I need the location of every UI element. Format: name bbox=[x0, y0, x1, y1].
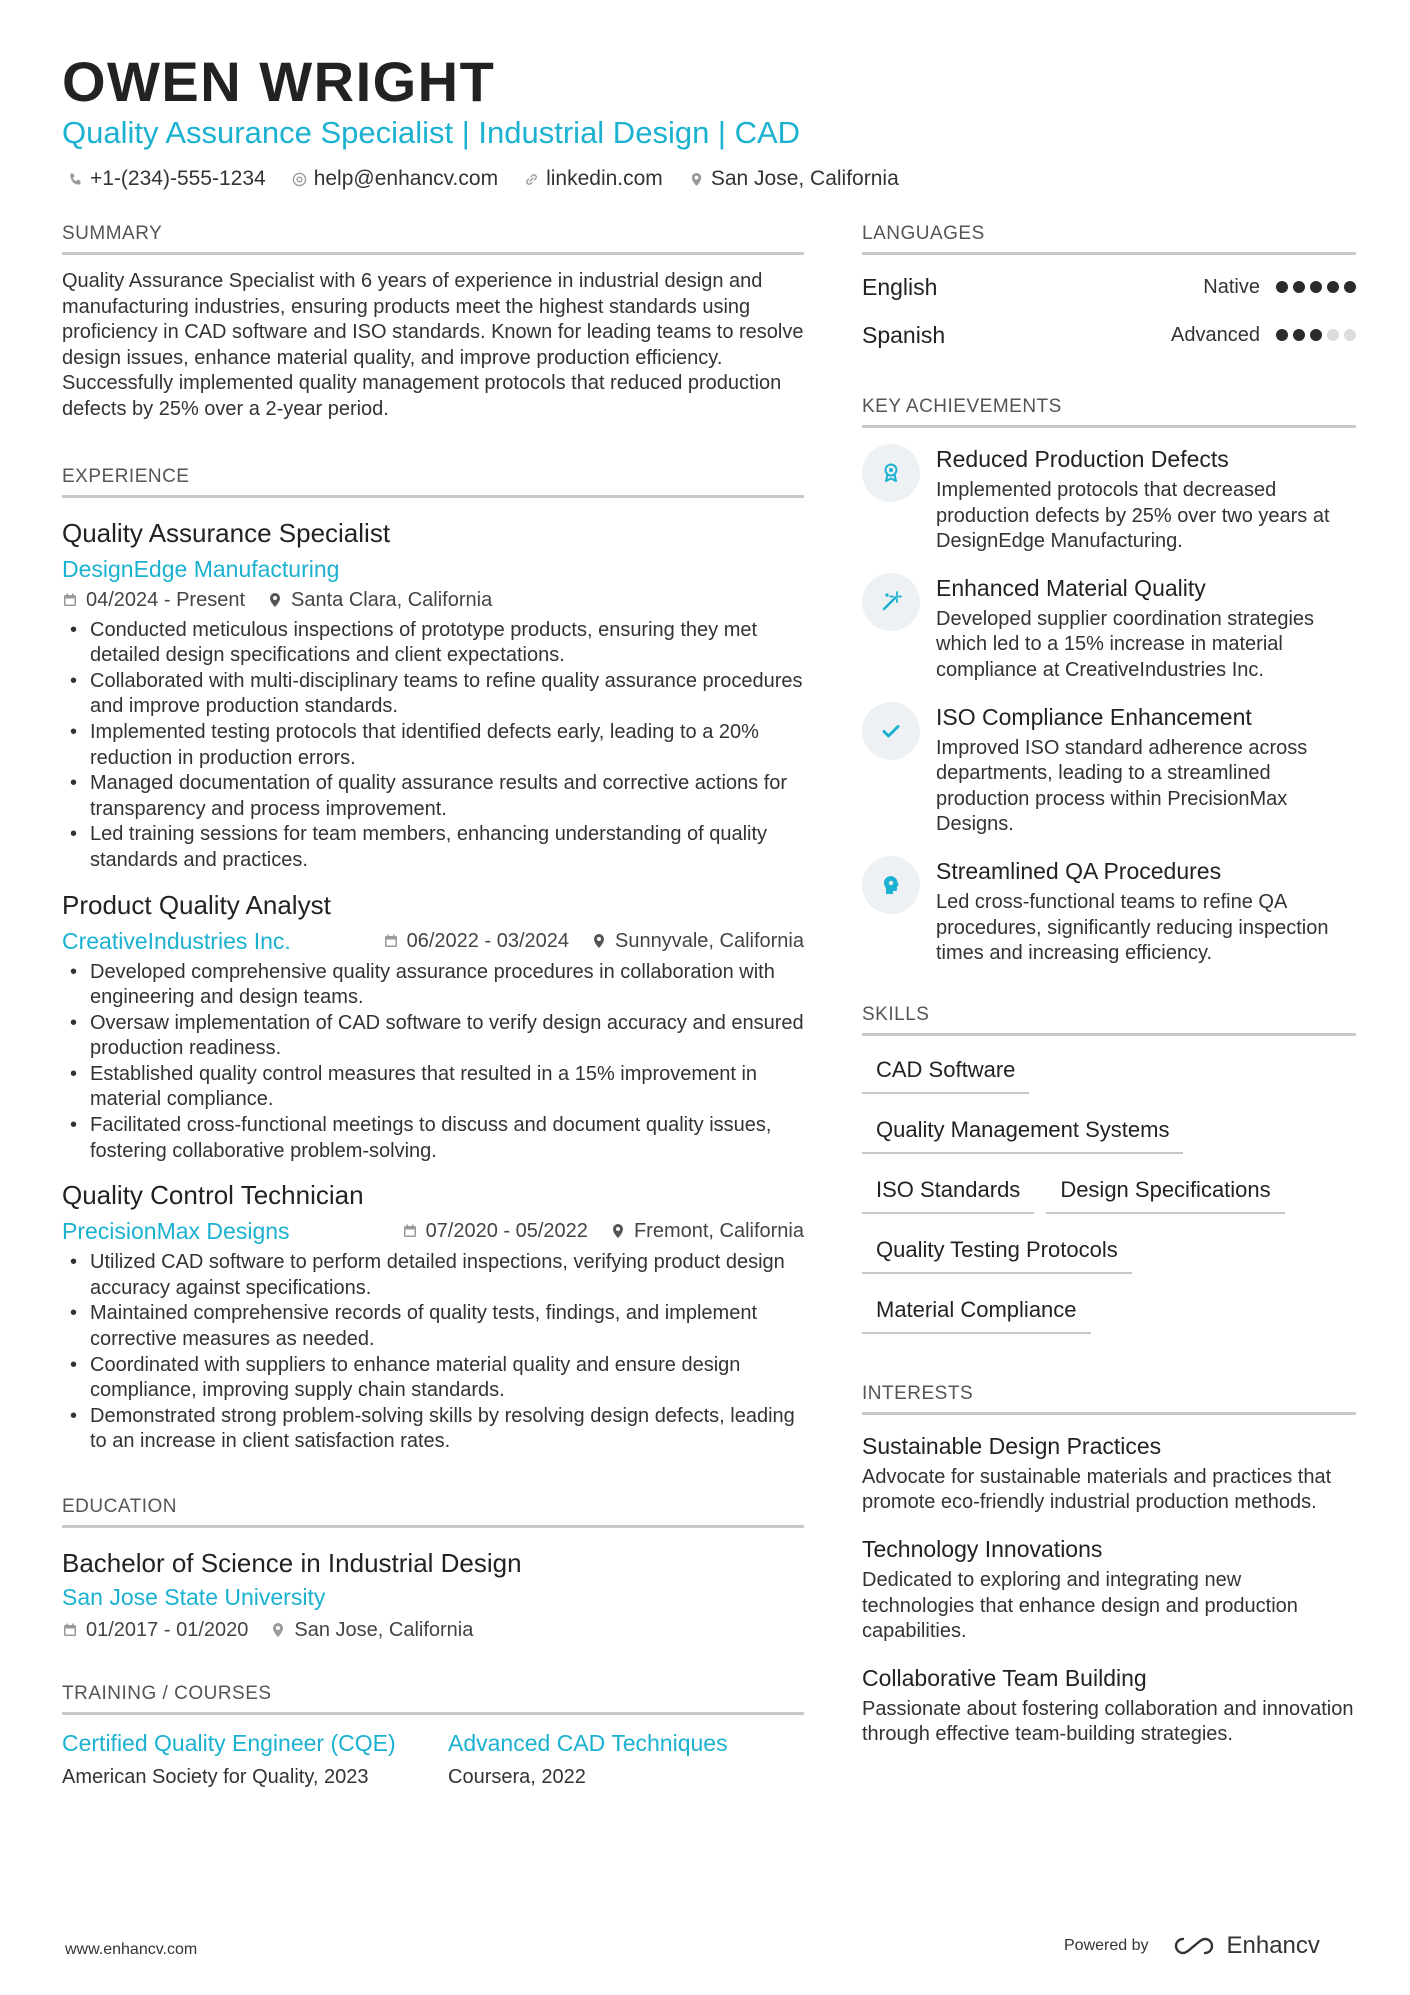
location-pin-icon bbox=[270, 1622, 286, 1638]
interest-desc: Advocate for sustainable materials and practices that promote eco-friendly industrial production methods. bbox=[862, 1465, 1332, 1514]
language-proficiency bbox=[1171, 324, 1356, 347]
contact-email[interactable] bbox=[292, 165, 498, 193]
job-title: Quality Control Technician bbox=[62, 1180, 364, 1211]
job-dates-text: 06/2022 - 03/2024 bbox=[406, 929, 569, 952]
job-company-row bbox=[62, 1216, 804, 1246]
language-rating bbox=[1276, 329, 1356, 341]
achievement-body bbox=[936, 573, 1356, 684]
interest-title: Technology Innovations bbox=[862, 1535, 1103, 1562]
job-meta bbox=[402, 1217, 804, 1245]
achievement-item bbox=[862, 702, 1356, 838]
rating-dot-filled bbox=[1310, 281, 1322, 293]
phone-icon bbox=[68, 172, 83, 187]
job-bullet: • Led training sessions for team members, enhancing understanding of quality standards and practices. bbox=[62, 822, 804, 873]
course-item bbox=[448, 1729, 804, 1791]
course-org: American Society for Quality, 2023 bbox=[62, 1766, 369, 1788]
job-dates bbox=[383, 927, 569, 955]
education-location-text: San Jose, California bbox=[294, 1619, 474, 1641]
location-pin-icon bbox=[689, 172, 704, 187]
education-dates-text: 01/2017 - 01/2020 bbox=[86, 1619, 249, 1641]
job-bullets bbox=[62, 618, 804, 874]
rating-dot-filled bbox=[1293, 329, 1305, 341]
education-degree: Bachelor of Science in Industrial Design bbox=[62, 1548, 522, 1578]
job-bullet: • Developed comprehensive quality assurance procedures in collaboration with engineering and design teams. bbox=[62, 960, 804, 1011]
rating-dot-filled bbox=[1276, 329, 1288, 341]
education-meta bbox=[62, 1616, 804, 1644]
job-bullet: • Implemented testing protocols that identified defects early, leading to a 20% reduction in production errors. bbox=[62, 720, 804, 771]
job-company: CreativeIndustries Inc. bbox=[62, 927, 291, 954]
summary-heading: SUMMARY bbox=[62, 222, 804, 255]
job-company: PrecisionMax Designs bbox=[62, 1218, 290, 1245]
achievement-desc: Implemented protocols that decreased production defects by 25% over two years at DesignEdge Manufacturing. bbox=[936, 479, 1330, 553]
infinity-logo-icon bbox=[1171, 1935, 1217, 1957]
job-bullet: • Coordinated with suppliers to enhance material quality and ensure design compliance, improving supply chain standards. bbox=[62, 1353, 804, 1404]
location-pin-icon bbox=[267, 592, 283, 608]
language-row bbox=[862, 311, 1356, 359]
powered-by-label: Powered by bbox=[1064, 1937, 1149, 1954]
contact-linkedin[interactable] bbox=[524, 165, 663, 193]
language-name: English bbox=[862, 273, 938, 300]
brand-name: Enhancv bbox=[1226, 1932, 1320, 1959]
language-name: Spanish bbox=[862, 321, 946, 348]
interest-desc: Dedicated to exploring and integrating new technologies that enhance design and production capabilities. bbox=[862, 1568, 1298, 1643]
skills-list bbox=[862, 1048, 1356, 1348]
rating-dot-empty bbox=[1344, 329, 1356, 341]
interest-item bbox=[862, 1431, 1356, 1516]
job-bullet: • Oversaw implementation of CAD software to verify design accuracy and ensured production readiness. bbox=[62, 1011, 804, 1062]
job-dates bbox=[62, 586, 245, 614]
calendar-icon bbox=[383, 933, 399, 949]
achievement-title: Streamlined QA Procedures bbox=[936, 857, 1222, 884]
achievement-desc: Developed supplier coordination strategies which led to a 15% increase in material compliance at CreativeIndustries Inc. bbox=[936, 607, 1315, 681]
achievement-body bbox=[936, 702, 1356, 838]
education-school: San Jose State University bbox=[62, 1584, 326, 1610]
job-bullet: • Demonstrated strong problem-solving skills by resolving design defects, leading to an increase in client satisfaction rates. bbox=[62, 1404, 804, 1455]
footer-branding bbox=[1064, 1932, 1320, 1960]
course-name: Certified Quality Engineer (CQE) bbox=[62, 1730, 396, 1756]
at-icon bbox=[292, 172, 307, 187]
job-entry bbox=[62, 516, 804, 874]
skills-heading: SKILLS bbox=[862, 1003, 1356, 1036]
job-location bbox=[267, 586, 492, 614]
calendar-icon bbox=[62, 1622, 78, 1638]
location-pin-icon bbox=[610, 1223, 626, 1239]
skill-tag: Material Compliance bbox=[862, 1288, 1091, 1334]
job-title: Quality Assurance Specialist bbox=[62, 517, 391, 548]
education-dates bbox=[62, 1616, 248, 1644]
course-item bbox=[62, 1729, 418, 1791]
wand-icon bbox=[862, 573, 920, 631]
language-row bbox=[862, 263, 1356, 311]
phone-text: +1-(234)-555-1234 bbox=[90, 167, 266, 190]
training-list bbox=[62, 1729, 804, 1791]
job-bullet: • Collaborated with multi-disciplinary teams to refine quality assurance procedures and improve production standards. bbox=[62, 669, 804, 720]
education-heading: EDUCATION bbox=[62, 1495, 804, 1528]
course-name: Advanced CAD Techniques bbox=[448, 1730, 728, 1756]
contact-bar bbox=[68, 165, 899, 193]
job-bullet: • Established quality control measures that resulted in a 15% improvement in material compliance. bbox=[62, 1062, 804, 1113]
rating-dot-filled bbox=[1310, 329, 1322, 341]
job-bullets bbox=[62, 1250, 804, 1455]
contact-phone[interactable] bbox=[68, 165, 266, 193]
achievement-item bbox=[862, 444, 1356, 555]
job-location-text: Sunnyvale, California bbox=[615, 929, 804, 952]
job-dates-text: 04/2024 - Present bbox=[86, 588, 245, 611]
link-icon bbox=[524, 172, 539, 187]
achievement-desc: Improved ISO standard adherence across departments, leading to a streamlined production process within PrecisionMax Designs. bbox=[936, 736, 1308, 836]
job-bullet: • Utilized CAD software to perform detailed inspections, verifying product design accuracy against specifications. bbox=[62, 1250, 804, 1301]
job-bullet: • Conducted meticulous inspections of prototype products, ensuring they met detailed design specifications and client expectations. bbox=[62, 618, 804, 669]
job-location-text: Fremont, California bbox=[633, 1220, 804, 1243]
job-company: DesignEdge Manufacturing bbox=[62, 555, 340, 582]
rating-dot-filled bbox=[1293, 281, 1305, 293]
skill-tag: CAD Software bbox=[862, 1048, 1029, 1094]
achievements-heading: KEY ACHIEVEMENTS bbox=[862, 395, 1356, 428]
job-entry bbox=[62, 1178, 804, 1455]
candidate-name: OWEN WRIGHT bbox=[62, 50, 496, 113]
location-pin-icon bbox=[591, 933, 607, 949]
experience-heading: EXPERIENCE bbox=[62, 465, 804, 498]
achievement-desc: Led cross-functional teams to refine QA procedures, significantly reducing inspection times and increasing efficiency. bbox=[936, 890, 1329, 965]
contact-location bbox=[689, 165, 899, 193]
check-icon bbox=[862, 702, 920, 760]
language-level: Advanced bbox=[1171, 323, 1260, 346]
job-dates bbox=[402, 1217, 588, 1245]
email-text: help@enhancv.com bbox=[313, 167, 499, 190]
achievement-item bbox=[862, 856, 1356, 967]
interest-title: Collaborative Team Building bbox=[862, 1664, 1147, 1691]
interest-item bbox=[862, 1534, 1356, 1645]
rating-dot-filled bbox=[1276, 281, 1288, 293]
achievement-title: ISO Compliance Enhancement bbox=[936, 703, 1252, 730]
job-title: Product Quality Analyst bbox=[62, 889, 331, 920]
interest-item bbox=[862, 1663, 1356, 1748]
candidate-title: Quality Assurance Specialist | Industrial Design | CAD bbox=[62, 115, 801, 150]
achievement-title: Reduced Production Defects bbox=[936, 446, 1229, 472]
job-bullet: • Facilitated cross-functional meetings to discuss and document quality issues, fostering collaborative problem-solving. bbox=[62, 1113, 804, 1164]
job-entry bbox=[62, 888, 804, 1165]
rating-dot-empty bbox=[1327, 329, 1339, 341]
achievement-body bbox=[936, 856, 1356, 967]
training-heading: TRAINING / COURSES bbox=[62, 1682, 804, 1715]
skill-tag: Design Specifications bbox=[1046, 1168, 1284, 1214]
linkedin-text: linkedin.com bbox=[546, 167, 663, 190]
language-level: Native bbox=[1203, 275, 1260, 298]
summary-text: Quality Assurance Specialist with 6 years of experience in industrial design and manufacturing industries, ensuring products meet the highest standards using proficiency in CAD software and ISO standards. Known for leading teams to resolve design issues, enhance material quality, and improve production efficiency. Successfully implemented quality management protocols that reduced production defects by 25% over a 2-year period. bbox=[62, 270, 804, 420]
course-org: Coursera, 2022 bbox=[448, 1766, 586, 1788]
achievement-item bbox=[862, 573, 1356, 684]
languages-heading: LANGUAGES bbox=[862, 222, 1356, 255]
language-proficiency bbox=[1203, 276, 1356, 299]
education-location bbox=[270, 1616, 473, 1644]
calendar-icon bbox=[62, 592, 78, 608]
job-meta bbox=[62, 586, 804, 614]
interest-desc: Passionate about fostering collaboration and innovation through effective team-building strategies. bbox=[862, 1697, 1354, 1746]
calendar-icon bbox=[402, 1223, 418, 1239]
left-column bbox=[62, 222, 804, 1791]
award-icon bbox=[862, 444, 920, 502]
job-location bbox=[610, 1217, 804, 1245]
job-location bbox=[591, 927, 804, 955]
rating-dot-filled bbox=[1344, 281, 1356, 293]
job-bullet: • Maintained comprehensive records of quality tests, findings, and implement corrective measures as needed. bbox=[62, 1301, 804, 1352]
interests-heading: INTERESTS bbox=[862, 1382, 1356, 1415]
skill-tag: ISO Standards bbox=[862, 1168, 1034, 1214]
interest-title: Sustainable Design Practices bbox=[862, 1432, 1162, 1459]
job-dates-text: 07/2020 - 05/2022 bbox=[425, 1220, 588, 1243]
job-bullet: • Managed documentation of quality assurance results and corrective actions for transparency and process improvement. bbox=[62, 771, 804, 822]
job-bullets bbox=[62, 960, 804, 1165]
head-gear-icon bbox=[862, 856, 920, 914]
skill-tag: Quality Testing Protocols bbox=[862, 1228, 1132, 1274]
right-column bbox=[862, 222, 1356, 1766]
location-text: San Jose, California bbox=[710, 167, 899, 190]
achievement-body bbox=[936, 444, 1356, 555]
job-location-text: Santa Clara, California bbox=[291, 588, 493, 611]
job-meta bbox=[383, 927, 804, 955]
skill-tag: Quality Management Systems bbox=[862, 1108, 1183, 1154]
achievement-title: Enhanced Material Quality bbox=[936, 574, 1206, 601]
language-rating bbox=[1276, 281, 1356, 293]
footer-website[interactable]: www.enhancv.com bbox=[65, 1941, 198, 1958]
rating-dot-filled bbox=[1327, 281, 1339, 293]
brand-logo[interactable] bbox=[1171, 1932, 1320, 1960]
job-company-row bbox=[62, 926, 804, 956]
